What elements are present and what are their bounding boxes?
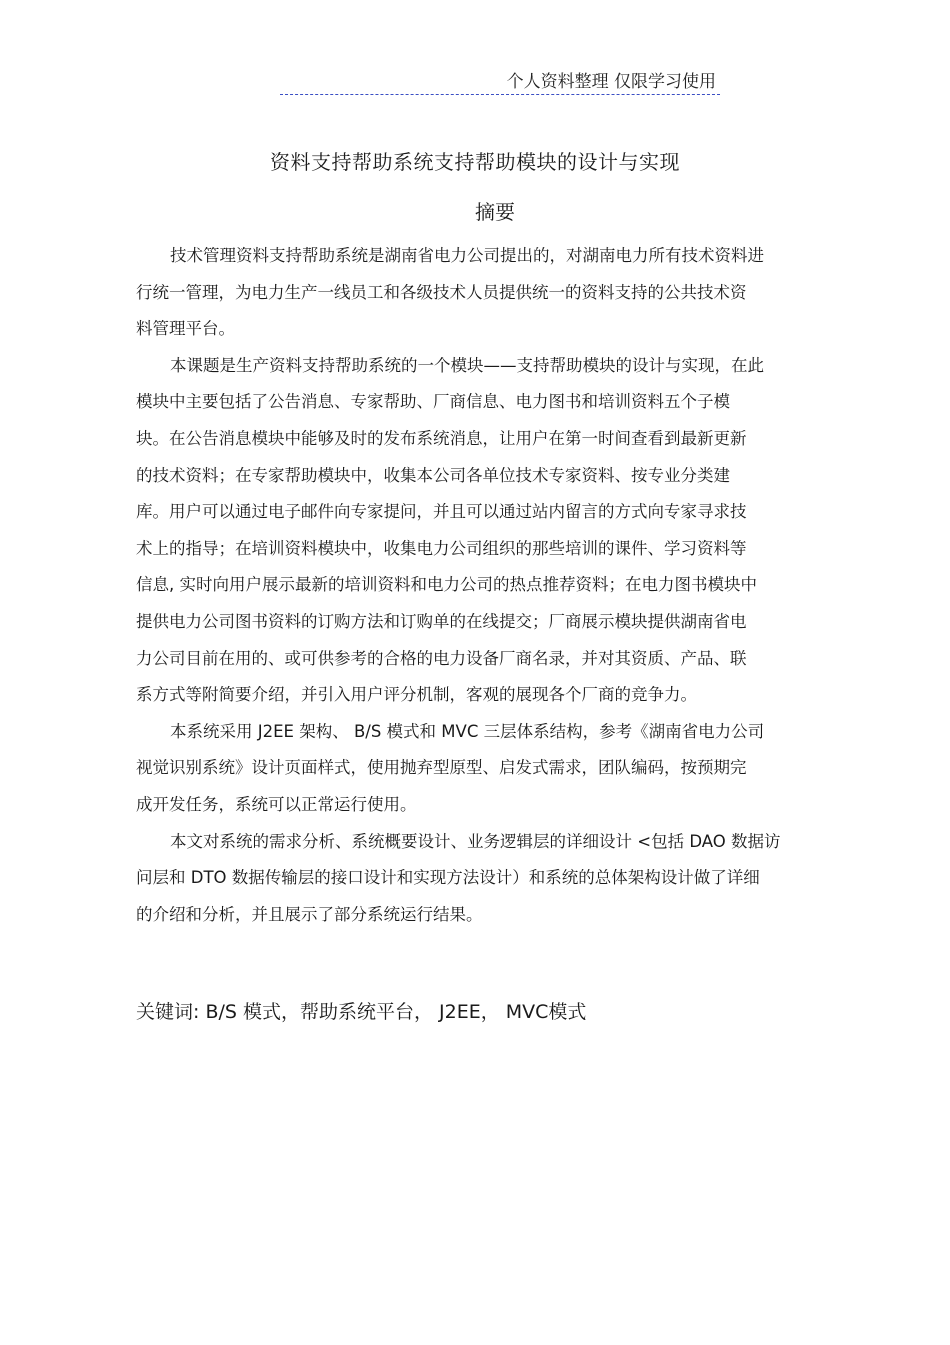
- paragraph-3: [136, 714, 856, 824]
- text-line: 系方式等附简要介绍，并引入用户评分机制，客观的展现各个厂商的竞争力。: [136, 685, 697, 705]
- text-line: 行统一管理，为电力生产一线员工和各级技术人员提供统一的资料支持的公共技术资: [136, 282, 747, 302]
- text-line: 本文对系统的需求分析、系统概要设计、业务逻辑层的详细设计 <包括 DAO 数据访: [170, 831, 781, 851]
- text-line: 成开发任务，系统可以正常运行使用。: [136, 794, 417, 814]
- text-line: 提供电力公司图书资料的订购方法和订购单的在线提交；厂商展示模块提供湖南省电: [136, 611, 747, 631]
- paragraph-2: [136, 348, 856, 714]
- paragraph-1: [136, 238, 856, 348]
- header-note: [280, 70, 720, 95]
- text-line: 本系统采用 J2EE 架构、 B/S 模式和 MVC 三层体系结构，参考《湖南省电力公司: [170, 721, 765, 741]
- text-line: 力公司目前在用的、或可供参考的合格的电力设备厂商名录，并对其资质、产品、联: [136, 648, 747, 668]
- text-line: 问层和 DTO 数据传输层的接口设计和实现方法设计）和系统的总体架构设计做了详细: [136, 868, 760, 888]
- text-line: 的技术资料；在专家帮助模块中，收集本公司各单位技术专家资料、按专业分类建: [136, 465, 730, 485]
- header-note-text: 个人资料整理 仅限学习使用: [506, 72, 716, 92]
- abstract-body: [136, 238, 856, 933]
- keywords-line: 关键词: B/S 模式，帮助系统平台， J2EE， MVC模式: [136, 1001, 587, 1023]
- document-title: 资料支持帮助系统支持帮助模块的设计与实现: [270, 150, 680, 174]
- abstract-heading: 摘要: [475, 200, 515, 224]
- text-line: 视觉识别系统》设计页面样式，使用抛弃型原型、启发式需求，团队编码，按预期完: [136, 758, 747, 778]
- text-line: 库。用户可以通过电子邮件向专家提问，并且可以通过站内留言的方式向专家寻求技: [136, 502, 747, 522]
- text-line: 模块中主要包括了公告消息、专家帮助、厂商信息、电力图书和培训资料五个子模: [136, 392, 730, 412]
- text-line: 术上的指导；在培训资料模块中，收集电力公司组织的那些培训的课件、学习资料等: [136, 538, 747, 558]
- text-line: 的介绍和分析，并且展示了部分系统运行结果。: [136, 904, 483, 924]
- paragraph-4: [136, 824, 856, 934]
- text-line: 块。在公告消息模块中能够及时的发布系统消息，让用户在第一时间查看到最新更新: [136, 428, 747, 448]
- text-line: 信息, 实时向用户展示最新的培训资料和电力公司的热点推荐资料；在电力图书模块中: [136, 575, 757, 595]
- text-line: 技术管理资料支持帮助系统是湖南省电力公司提出的，对湖南电力所有技术资料进: [170, 246, 764, 265]
- text-line: 本课题是生产资料支持帮助系统的一个模块——支持帮助模块的设计与实现，在此: [170, 355, 764, 375]
- text-line: 料管理平台。: [136, 319, 235, 339]
